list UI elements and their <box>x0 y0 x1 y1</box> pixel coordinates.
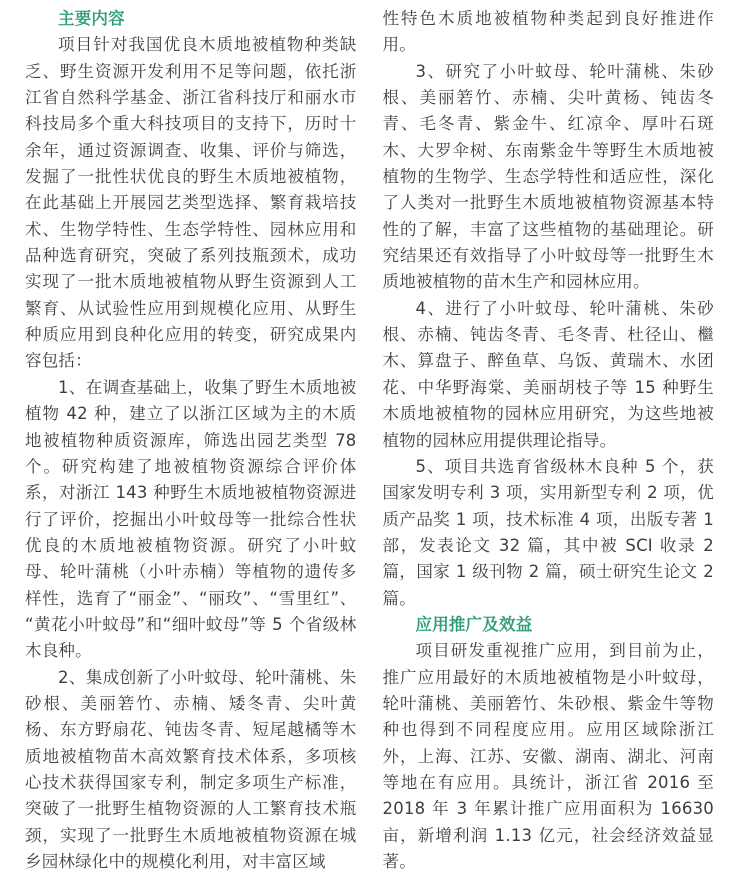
paragraph-result-2-continuation: 性特色木质地被植物种类起到良好推进作用。 <box>382 9 714 55</box>
paragraph-result-5: 5、项目共选育省级林木良种 5 个，获国家发明专利 3 项，实用新型专利 2 项，优质产品奖 1 项，技术标准 4 项，出版专著 1 部，发表论文 32 篇，其中被 SCI 收录 2 篇，国家 1 级刊物 2 篇，硕士研究生论文 2 篇。 <box>382 456 714 608</box>
section-heading-main-content: 主要内容 <box>58 9 125 28</box>
paragraph-application-benefits: 项目研发重视推广应用，到目前为止，推广应用最好的木质地被植物是小叶蚊母，轮叶蒲桃、美丽箬竹、朱砂根、紫金牛等物种也得到不同程度应用。应用区域除浙江外，上海、江苏、安徽、湖南、湖北、河南等地在有应用。具统计，浙江省 2016 至 2018 年 3 年累计推广应用面积为 16630 亩，新增利润 1.13 亿元，社会经济效益显著。 <box>382 641 714 871</box>
paragraph-project-intro: 项目针对我国优良木质地被植物种类缺乏、野生资源开发利用不足等问题，依托浙江省自然科学基金、浙江省科技厅和丽水市科技局多个重大科技项目的支持下，历时十余年，通过资源调查、收集、评价与筛选，发掘了一批性状优良的野生木质地被植物，在此基础上开展园艺类型选择、繁育栽培技术、生物学特性、生态学特性、园林应用和品种选育研究，突破了系列技瓶颈术，成功实现了一批木质地被植物从野生资源到人工繁育、从试验性应用到规模化应用、从野生种质应用到良种化应用的转变，研究成果内容包括： <box>25 35 357 371</box>
paragraph-result-4: 4、进行了小叶蚊母、轮叶蒲桃、朱砂根、赤楠、钝齿冬青、毛冬青、杜径山、檵木、算盘子、醉鱼草、乌饭、黄瑞木、水团花、中华野海棠、美丽胡枝子等 15 种野生木质地被植物的园林应用研究，为这些地被植物的园林应用提供理论指导。 <box>382 298 714 450</box>
left-column <box>25 6 357 871</box>
paragraph-result-3: 3、研究了小叶蚊母、轮叶蒲桃、朱砂根、美丽箬竹、赤楠、尖叶黄杨、钝齿冬青、毛冬青、紫金牛、红凉伞、厚叶石斑木、大罗伞树、东南紫金牛等野生木质地被植物的生物学、生态学特性和适应性，深化了人类对一批野生木质地被植物资源基本特性的了解，丰富了这些植物的基础理论。研究结果还有效指导了小叶蚊母等一批野生木质地被植物的苗木生产和园林应用。 <box>382 61 714 292</box>
paragraph-result-1: 1、在调查基础上，收集了野生木质地被植物 42 种，建立了以浙江区域为主的木质地被植物种质资源库，筛选出园艺类型 78 个。研究构建了地被植物资源综合评价体系，对浙江 143 种野生木质地被植物资源进行了评价，挖掘出小叶蚊母等一批综合性状优良的木质地被植物资源。研究了小叶蚊母、轮叶蒲桃（小叶赤楠）等植物的遗传多样性，选育了“丽金”、“丽玫”、“雪里红”、“黄花小叶蚊母”和“细叶蚊母”等 5 个省级林木良种。 <box>25 377 357 661</box>
paragraph-result-2: 2、集成创新了小叶蚊母、轮叶蒲桃、朱砂根、美丽箬竹、赤楠、矮冬青、尖叶黄杨、东方野扇花、钝齿冬青、短尾越橘等木质地被植物苗木高效繁育技术体系，多项核心技术获得国家专利，制定多项生产标准，突破了一批野生植物资源的人工繁育技术瓶颈，实现了一批野生木质地被植物资源在城乡园林绿化中的规模化利用，对丰富区域 <box>25 667 357 871</box>
right-column <box>382 6 715 871</box>
section-heading-application-benefits: 应用推广及效益 <box>415 614 533 634</box>
